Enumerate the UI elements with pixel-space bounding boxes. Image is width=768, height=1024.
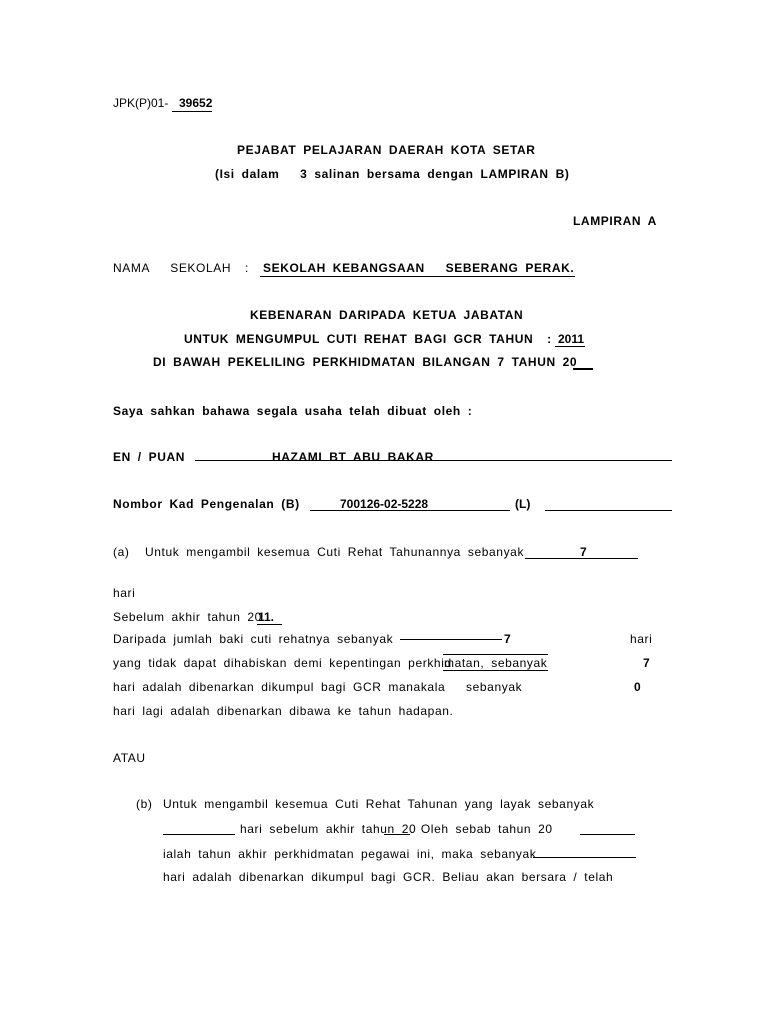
name-label: EN / PUAN [113, 450, 186, 464]
ic-label: Nombor Kad Pengenalan (B) [113, 497, 300, 511]
heading-line-3: DI BAWAH PEKELILING PERKHIDMATAN BILANGAN 7 TAHUN 20 [153, 355, 578, 369]
section-b-blank-year-2 [580, 834, 635, 835]
section-b-line-1: Untuk mengambil kesemua Cuti Rehat Tahunan yang layak sebanyak [163, 797, 595, 811]
section-a-marker: (a) [113, 545, 130, 559]
ic-old-underline [545, 510, 672, 511]
section-a-text: Untuk mengambil kesemua Cuti Rehat Tahunannya sebanyak [145, 545, 525, 559]
heading-year: 2011 [558, 332, 585, 346]
heading-line-1: KEBENARAN DARIPADA KETUA JABATAN [250, 308, 524, 322]
certify-text: Saya sahkan bahawa segala usaha telah dibuat oleh : [113, 404, 473, 418]
ic-value: 700126-02-5228 [340, 497, 429, 511]
section-a-balance-value: 7 [504, 632, 511, 646]
school-label: NAMA SEKOLAH : [113, 261, 249, 275]
heading-year-underline [555, 346, 585, 347]
section-a-unused-overline [443, 654, 548, 655]
section-a-before-prefix: Sebelum akhir tahun 20 [113, 610, 262, 624]
section-b-marker: (b) [136, 797, 153, 811]
section-a-hari: hari [113, 586, 136, 600]
section-a-unused-text-2: matan, sebanyak [444, 656, 548, 670]
section-a-before-year: 11. [258, 610, 275, 624]
or-label: ATAU [113, 751, 146, 765]
section-a-unused-value: 7 [643, 656, 650, 670]
name-value: HAZAMI BT ABU BAKAR [272, 450, 434, 464]
section-b-line-3: ialah tahun akhir perkhidmatan pegawai ini, maka sebanyak [163, 847, 537, 861]
section-b-line-2a: hari sebelum akhir tahun 20 [240, 822, 417, 836]
school-name: SEKOLAH KEBANGSAAN SEBERANG PERAK. [263, 261, 575, 275]
section-a-unused-text-1: yang tidak dapat dihabiskan demi kepentingan perkhid [113, 656, 452, 670]
ic-old-label: (L) [515, 497, 531, 511]
section-a-balance-text: Daripada jumlah baki cuti rehatnya sebanyak [113, 632, 394, 646]
heading-line-3-blank [573, 368, 593, 370]
section-b-blank-year-1 [384, 834, 410, 835]
office-title: PEJABAT PELAJARAN DAERAH KOTA SETAR [237, 143, 536, 157]
section-a-days: 7 [580, 545, 587, 559]
reference-number: 39652 [179, 96, 213, 110]
section-a-days-underline [525, 558, 638, 559]
section-a-before-year-underline [257, 624, 282, 625]
section-a-accum-text: hari adalah dibenarkan dikumpul bagi GCR manakala sebanyak [113, 680, 523, 694]
reference-prefix: JPK(P)01- [113, 96, 169, 110]
section-a-carry-text: hari lagi adalah dibenarkan dibawa ke tahun hadapan. [113, 704, 454, 718]
section-a-balance-unit: hari [630, 632, 653, 646]
section-a-unused-underline [443, 670, 548, 671]
section-b-line-2b: . Oleh sebab tahun 20 [410, 822, 553, 836]
section-a-balance-line [400, 639, 502, 640]
annex-label: LAMPIRAN A [573, 214, 657, 228]
section-b-blank-days [163, 834, 235, 835]
reference-underline [172, 111, 212, 112]
section-b-blank-days-2 [533, 857, 636, 858]
instruction-note: (Isi dalam 3 salinan bersama dengan LAMPIRAN B) [215, 167, 570, 181]
heading-line-2: UNTUK MENGUMPUL CUTI REHAT BAGI GCR TAHUN : [184, 332, 552, 346]
school-underline [260, 276, 575, 277]
name-underline [195, 460, 672, 461]
section-a-accum-value: 0 [634, 680, 641, 694]
ic-underline [310, 510, 510, 511]
section-b-line-4: hari adalah dibenarkan dikumpul bagi GCR. Beliau akan bersara / telah [163, 870, 614, 884]
